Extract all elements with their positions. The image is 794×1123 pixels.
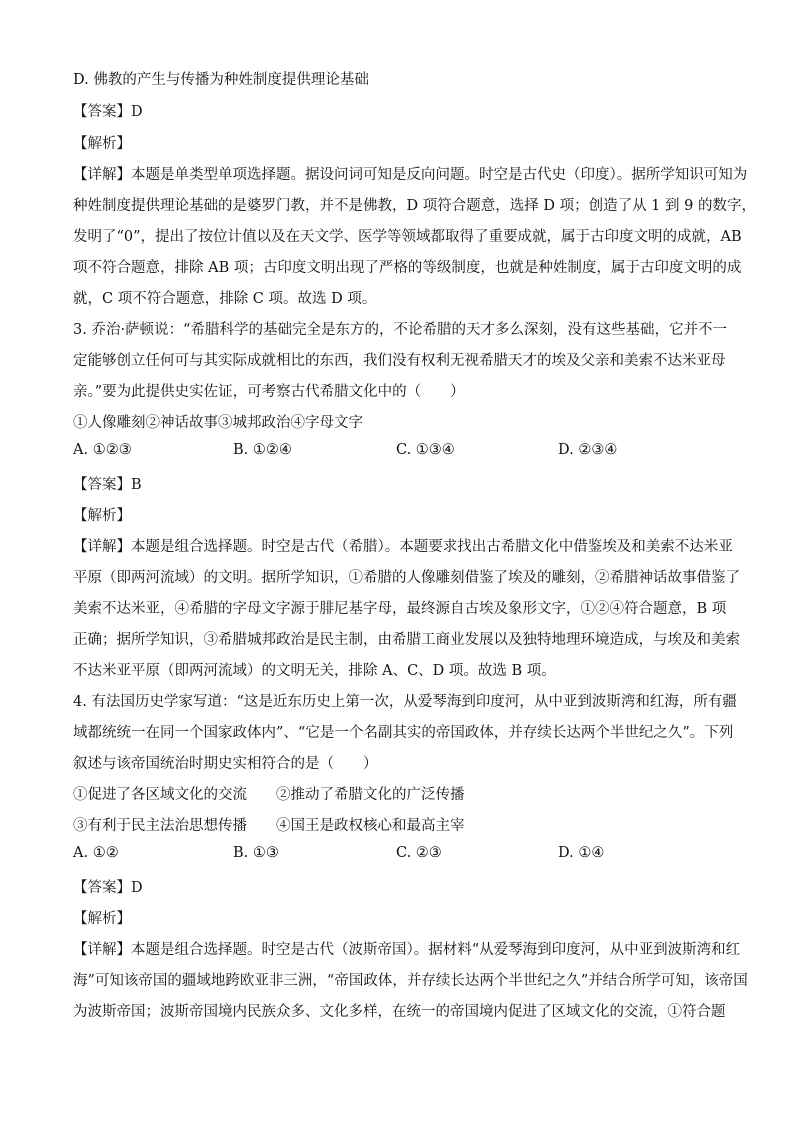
q4-answer: 【答案】D [73, 880, 143, 896]
q4-option-a: A. ①② [73, 845, 119, 861]
q3-analysis-label: 【解析】 [73, 508, 131, 524]
q2-explain-line: 项不符合题意，排除 AB 项；古印度文明出现了严格的等级制度，也就是种姓制度，属于古印度文明的成 [73, 260, 742, 276]
q3-explain-line: 美索不达米亚，④希腊的字母文字源于腓尼基字母，最终源自古埃及象形文字，①②④符合题意，B 项 [73, 601, 727, 617]
q4-option-b: B. ①③ [233, 845, 279, 861]
q4-analysis-label: 【解析】 [73, 911, 131, 927]
q4-option-d: D. ①④ [558, 845, 605, 861]
q4-explain-line: 为波斯帝国；波斯帝国境内民族众多、文化多样，在统一的帝国境内促进了区域文化的交流，①符合题 [73, 1004, 726, 1020]
q2-analysis-label: 【解析】 [73, 136, 131, 152]
q2-explain-line: 种姓制度提供理论基础的是婆罗门教，并不是佛教，D 项符合题意，选择 D 项；创造了从 1 到 9 的数字， [73, 198, 756, 214]
q4-stem-line: 叙述与该帝国统治时期史实相符合的是（ ） [73, 756, 378, 772]
q3-stem-line: 3. 乔治·萨顿说：“希腊科学的基础完全是东方的，不论希腊的天才多么深刻，没有这些基础，它并不一 [73, 322, 727, 338]
q3-option-d: D. ②③④ [558, 442, 618, 458]
q4-stem-line: 4. 有法国历史学家写道：“这是近东历史上第一次，从爱琴海到印度河，从中亚到波斯湾和红海，所有疆 [73, 694, 737, 710]
q4-stem-line: 域都统统一在同一个国家政体内”、“它是一个名副其实的帝国政体，并存续长达两个半世纪之久”。下列 [73, 725, 734, 741]
q2-explain-line: 就，C 项不符合题意，排除 C 项。故选 D 项。 [73, 291, 377, 307]
q4-items-line: ①促进了各区域文化的交流 ②推动了希腊文化的广泛传播 [73, 787, 465, 803]
q3-stem-line: 定能够创立任何可与其实际成就相比的东西，我们没有权利无视希腊天才的埃及父亲和美索不达米亚母 [73, 353, 726, 369]
q3-items: ①人像雕刻②神话故事③城邦政治④字母文字 [73, 415, 363, 431]
q3-stem-line: 亲。”要为此提供史实佐证，可考察古代希腊文化中的（ ） [73, 384, 465, 400]
q2-explain-line: 【详解】本题是单类型单项选择题。据设问词可知是反向问题。时空是古代史（印度）。据所学知识可知为 [73, 167, 748, 183]
q3-explain-line: 不达米亚平原（即两河流域）的文明无关，排除 A、C、D 项。故选 B 项。 [73, 663, 556, 679]
q4-option-c: C. ②③ [396, 845, 442, 861]
q3-explain-line: 正确；据所学知识，③希腊城邦政治是民主制，由希腊工商业发展以及独特地理环境造成，与埃及和美索 [73, 632, 740, 648]
q3-option-a: A. ①②③ [73, 442, 132, 458]
q4-explain-line: 海”可知该帝国的疆域地跨欧亚非三洲，“帝国政体，并存续长达两个半世纪之久”并结合所学可知，该帝国 [73, 973, 748, 989]
q3-answer: 【答案】B [73, 477, 142, 493]
q3-explain-line: 【详解】本题是组合选择题。时空是古代（希腊）。本题要求找出古希腊文化中借鉴埃及和美索不达米亚 [73, 539, 733, 555]
q2-answer: 【答案】D [73, 104, 143, 120]
q2-explain-line: 发明了“0”，提出了按位计值以及在天文学、医学等领域都取得了重要成就，属于古印度文明的成就，AB [73, 229, 742, 245]
q3-option-c: C. ①③④ [396, 442, 455, 458]
q2-option-d: D. 佛教的产生与传播为种姓制度提供理论基础 [73, 72, 369, 88]
q4-explain-line: 【详解】本题是组合选择题。时空是古代（波斯帝国）。据材料“从爱琴海到印度河，从中亚到波斯湾和红 [73, 942, 741, 958]
q4-items-line: ③有利于民主法治思想传播 ④国王是政权核心和最高主宰 [73, 818, 465, 834]
q3-explain-line: 平原（即两河流域）的文明。据所学知识，①希腊的人像雕刻借鉴了埃及的雕刻，②希腊神话故事借鉴了 [73, 570, 740, 586]
q3-option-b: B. ①②④ [233, 442, 292, 458]
